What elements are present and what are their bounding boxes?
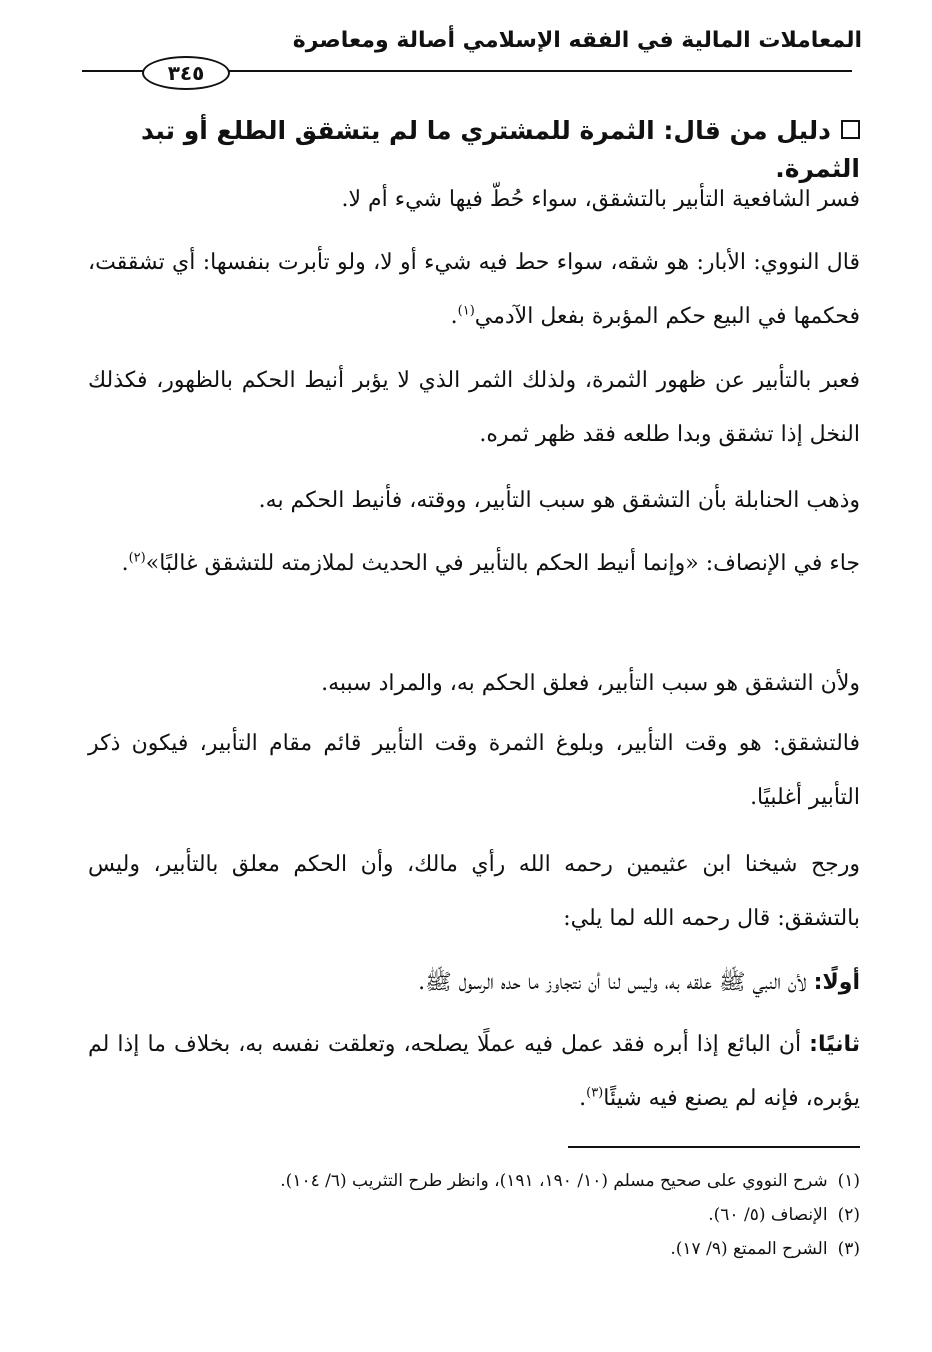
- paragraph-text: وذهب الحنابلة بأن التشقق هو سبب التأبير، ووقته، فأنيط الحكم به.: [258, 488, 860, 513]
- footnote-number: (٢): [837, 1205, 860, 1225]
- paragraph-text: ولأن التشقق هو سبب التأبير، فعلق الحكم به، والمراد سببه.: [321, 671, 860, 696]
- paragraph-end: .: [579, 1086, 587, 1111]
- paragraph-end: .: [121, 551, 129, 576]
- footnote-item: [80, 1232, 860, 1266]
- paragraph: [88, 537, 860, 591]
- paragraph: [88, 236, 860, 344]
- paragraph-lead: ثانيًا:: [809, 1032, 860, 1057]
- paragraph: [88, 474, 860, 528]
- section-heading-text: دليل من قال: الثمرة للمشتري ما لم يتشقق الطلع أو تبد الثمرة.: [140, 116, 860, 183]
- footnote-ref[interactable]: (٣): [586, 1085, 604, 1101]
- footnote-text: الإنصاف (٥/ ٦٠).: [708, 1205, 828, 1225]
- paragraph-lead: أولًا:: [813, 970, 860, 995]
- page-number: ٣٤٥: [142, 56, 230, 90]
- paragraph-end: .: [450, 304, 458, 329]
- footnote-text: شرح النووي على صحيح مسلم (١٠/ ١٩٠، ١٩١)، وانظر طرح التثريب (٦/ ١٠٤).: [280, 1171, 828, 1191]
- paragraph: [88, 717, 860, 825]
- footnote-text: الشرح الممتع (٩/ ١٧).: [670, 1239, 828, 1259]
- footnote-item: [80, 1164, 860, 1198]
- checkbox-square-icon: [841, 120, 860, 139]
- paragraph-text: فسر الشافعية التأبير بالتشقق، سواء حُطّ فيها شيء أم لا.: [341, 187, 860, 212]
- footnote-ref[interactable]: (٢): [128, 550, 146, 566]
- footnotes-list: [80, 1164, 860, 1266]
- footnote-number: (٣): [837, 1239, 860, 1259]
- paragraph: [88, 838, 860, 946]
- footnote-number: (١): [837, 1171, 860, 1191]
- paragraph: [88, 173, 860, 227]
- paragraph-text: قال النووي: الأبار: هو شقه، سواء حط فيه شيء أو لا، ولو تأبرت بنفسها: أي تشققت، فحكمها في البيع حكم المؤبرة بفعل الآدمي: [88, 250, 860, 329]
- footnote-separator: [568, 1146, 860, 1148]
- paragraph-text: ورجح شيخنا ابن عثيمين رحمه الله رأي مالك، وأن الحكم معلق بالتأبير، وليس بالتشقق: قال رحمه الله لما يلي:: [88, 852, 860, 931]
- running-header-title: المعاملات المالية في الفقه الإسلامي أصالة ومعاصرة: [292, 28, 862, 53]
- paragraph-text: فعبر بالتأبير عن ظهور الثمرة، ولذلك الثمر الذي لا يؤبر أنيط الحكم بالظهور، فكذلك النخل إذا تشقق وبدا طلعه فقد ظهر ثمره.: [88, 368, 860, 447]
- footnote-item: [80, 1198, 860, 1232]
- paragraph-text: لأن النبي ﷺ علقه به، وليس لنا أن نتجاوز ما حده الرسول ﷺ.: [418, 970, 814, 995]
- paragraph: [88, 1018, 860, 1126]
- footnote-ref[interactable]: (١): [457, 303, 475, 319]
- paragraph-text: جاء في الإنصاف: «وإنما أنيط الحكم بالتأبير في الحديث لملازمته للتشقق غالبًا»: [145, 551, 860, 576]
- paragraph: [88, 956, 860, 1010]
- paragraph: [88, 657, 860, 711]
- paragraph: [88, 354, 860, 462]
- paragraph-text: أن البائع إذا أبره فقد عمل فيه عملًا يصلحه، وتعلقت نفسه به، بخلاف ما إذا لم يؤبره، فإنه لم يصنع فيه شيئًا: [88, 1032, 860, 1111]
- paragraph-text: فالتشقق: هو وقت التأبير، وبلوغ الثمرة وقت التأبير قائم مقام التأبير، فيكون ذكر التأبير أغلبيًا.: [88, 731, 860, 810]
